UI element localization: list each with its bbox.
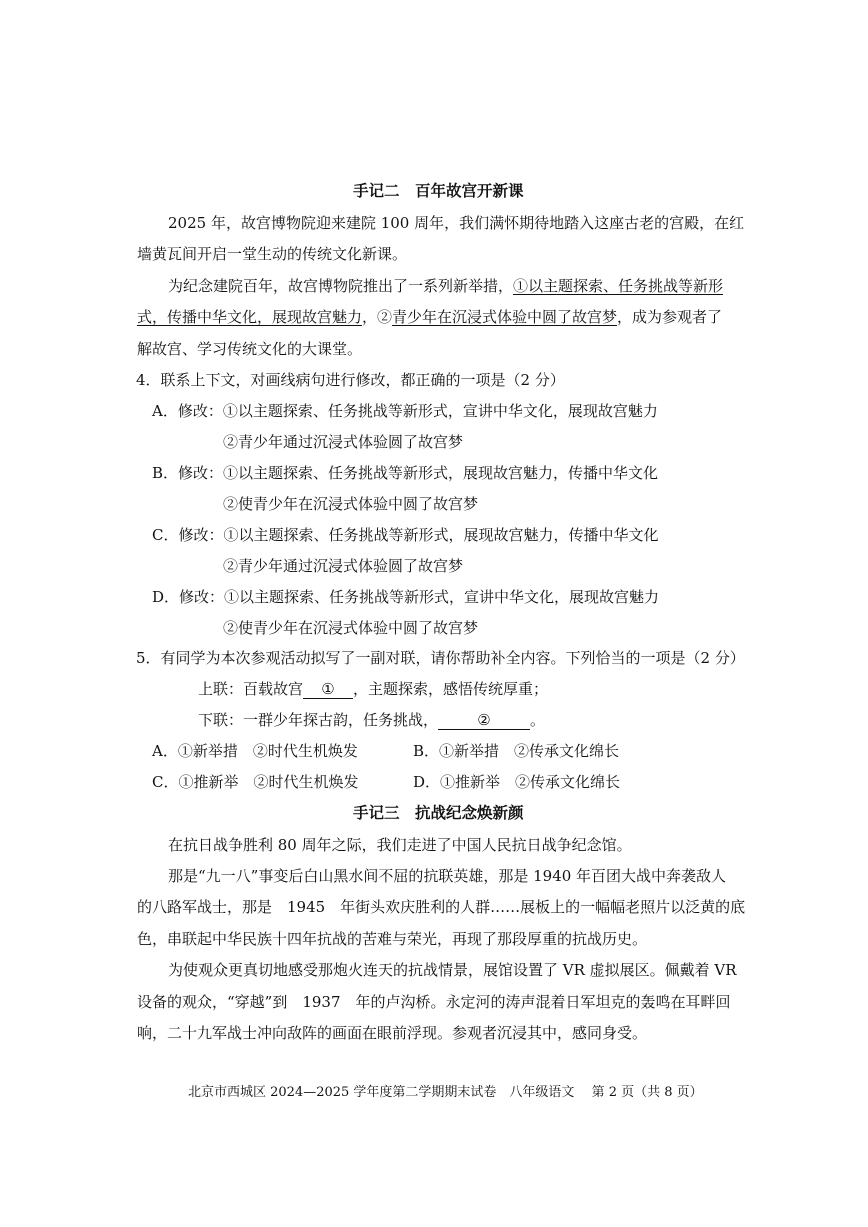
note3-para3-line1: 为使观众更真切地感受那炮火连天的抗战情景，展馆设置了 VR 虚拟展区。佩戴着 VR	[168, 961, 737, 979]
note3-para3-line3: 响，二十九军战士冲向敌阵的画面在眼前浮现。参观者沉浸其中，感同身受。	[137, 1024, 648, 1042]
q4-option-d-line1: D．修改：①以主题探索、任务挑战等新形式，宣讲中华文化，展现故宫魅力	[152, 588, 660, 606]
page-footer: 北京市西城区 2024—2025 学年度第二学期期末试卷 八年级语文 第 2 页（共 8 页）	[188, 1085, 703, 1100]
note2-para2-line3: 解故宫、学习传统文化的大课堂。	[137, 340, 363, 358]
couplet-blank-1: ①	[303, 680, 353, 699]
couplet-blank-2: ②	[438, 711, 530, 730]
note2-para1-line2: 墙黄瓦间开启一堂生动的传统文化新课。	[137, 245, 408, 263]
q4-option-c-line1: C．修改：①以主题探索、任务挑战等新形式，展现故宫魅力，传播中华文化	[152, 526, 659, 544]
q5-option-b: B．①新举措 ②传承文化绵长	[413, 742, 620, 760]
note2-para1-line1: 2025 年，故宫博物院迎来建院 100 周年，我们满怀期待地踏入这座古老的宫殿，在红	[168, 214, 745, 232]
note2-para2-line2	[137, 307, 722, 327]
couplet-upper	[198, 679, 548, 699]
note3-para1: 在抗日战争胜利 80 周年之际，我们走进了中国人民抗日战争纪念馆。	[168, 836, 632, 854]
q4-option-a-line1: A．修改：①以主题探索、任务挑战等新形式，宣讲中华文化，展现故宫魅力	[152, 402, 658, 420]
q5-option-d: D．①推新举 ②传承文化绵长	[413, 773, 621, 791]
note2-para2-tail: ，成为参观者了	[617, 308, 723, 326]
couplet-lower	[198, 710, 545, 730]
note2-title: 手记二 百年故宫开新课	[353, 181, 524, 200]
note3-para2-line1: 那是“九一八”事变后白山黑水间不屈的抗联英雄，那是 1940 年百团大战中奔袭敌人	[168, 867, 727, 885]
q5-option-c: C．①推新举 ②时代生机焕发	[152, 773, 359, 791]
note3-para3-line2: 设备的观众，“穿越”到 1937 年的卢沟桥。永定河的涛声混着日军坦克的轰鸣在耳畔回	[137, 993, 731, 1011]
couplet-upper-start: 上联：百载故宫	[198, 680, 304, 698]
underlined-sentence-1-cont: 式，传播中华文化，展现故宫魅力	[137, 308, 363, 326]
note2-para2-text: 为纪念建院百年，故宫博物院推出了一系列新举措，	[168, 277, 514, 295]
couplet-lower-end: 。	[530, 711, 546, 729]
q4-stem: 4．联系上下文，对画线病句进行修改，都正确的一项是（2 分）	[136, 371, 565, 389]
note2-para2-line1	[168, 276, 723, 296]
note2-para2-sep: ，②	[362, 308, 393, 326]
q5-stem: 5．有同学为本次参观活动拟写了一副对联，请你帮助补全内容。下列恰当的一项是（2 分）	[136, 649, 745, 667]
underlined-sentence-1: ①以主题探索、任务挑战等新形	[513, 277, 724, 295]
underlined-sentence-2: 青少年在沉浸式体验中圆了故宫梦	[392, 308, 618, 326]
q4-option-a-line2: ②青少年通过沉浸式体验圆了故宫梦	[223, 433, 464, 451]
q5-option-a: A．①新举措 ②时代生机焕发	[152, 742, 358, 760]
couplet-upper-end: ，主题探索，感悟传统厚重；	[353, 680, 549, 698]
note3-para2-line2: 的八路军战士，那是 1945 年街头欢庆胜利的人群……展板上的一幅幅老照片以泛黄的底	[137, 898, 746, 916]
q4-option-d-line2: ②使青少年在沉浸式体验中圆了故宫梦	[223, 619, 479, 637]
q4-option-b-line1: B．修改：①以主题探索、任务挑战等新形式，展现故宫魅力，传播中华文化	[152, 464, 659, 482]
q4-option-c-line2: ②青少年通过沉浸式体验圆了故宫梦	[223, 557, 464, 575]
couplet-lower-start: 下联：一群少年探古韵，任务挑战，	[198, 711, 439, 729]
q4-option-b-line2: ②使青少年在沉浸式体验中圆了故宫梦	[223, 495, 479, 513]
note3-title: 手记三 抗战纪念焕新颜	[353, 803, 524, 822]
note3-para2-line3: 色，串联起中华民族十四年抗战的苦难与荣光，再现了那段厚重的抗战历史。	[137, 930, 648, 948]
